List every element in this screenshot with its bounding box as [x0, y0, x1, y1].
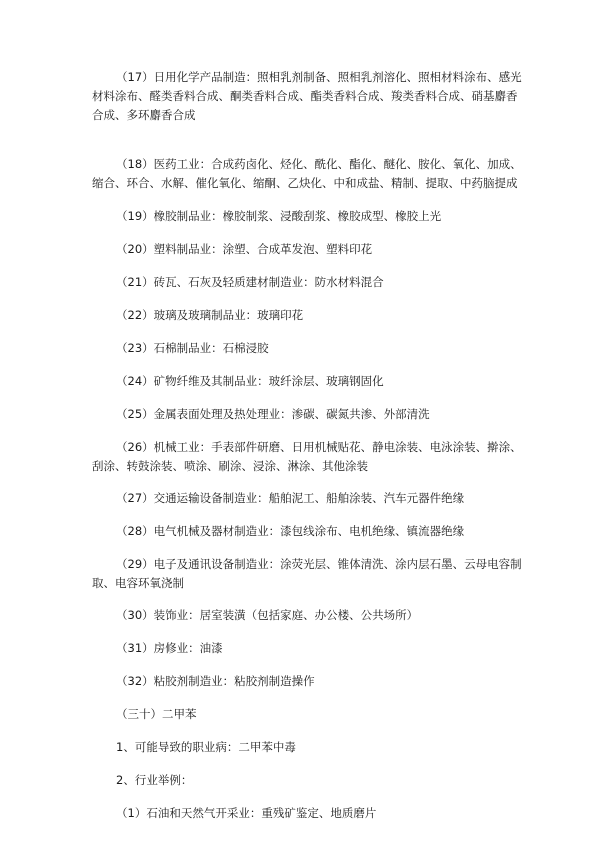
paragraph-item-32: （32）粘胶剂制造业：粘胶剂制造操作 [116, 674, 315, 688]
section-heading-xylene: （三十）二甲苯 [116, 707, 197, 721]
paragraph-item-23: （23）石棉制品业：石棉浸胶 [116, 341, 269, 355]
paragraph-item-20: （20）塑料制品业：涂塑、合成革发泡、塑料印花 [116, 242, 373, 256]
occupational-disease-line: 1、可能导致的职业病：二甲苯中毒 [116, 740, 296, 754]
paragraph-item-25: （25）金属表面处理及热处理业：渗碳、碳氮共渗、外部清洗 [116, 407, 430, 421]
paragraph-item-21: （21）砖瓦、石灰及轻质建材制造业：防水材料混合 [116, 275, 384, 289]
paragraph-item-1: （1）石油和天然气开采业：重残矿鉴定、地质磨片 [116, 806, 377, 820]
paragraph-item-22: （22）玻璃及玻璃制品业：玻璃印花 [116, 308, 304, 322]
paragraph-item-30: （30）装饰业：居室装潢（包括家庭、办公楼、公共场所） [116, 608, 419, 622]
paragraph-item-24: （24）矿物纤维及其制品业：玻纤涂层、玻璃钢固化 [116, 374, 384, 388]
industry-examples-heading: 2、行业举例： [116, 773, 193, 787]
paragraph-item-31: （31）房修业：油漆 [116, 641, 223, 655]
paragraph-item-29: （29）电子及通讯设备制造业：涂荧光层、锥体清洗、涂内层石墨、云母电容制取、电容环氧浇制 [92, 557, 522, 590]
paragraph-item-26: （26）机械工业：手表部件研磨、日用机械贴花、静电涂装、电泳涂装、擀涂、刮涂、转鼓涂装、喷涂、刷涂、浸涂、淋涂、其他涂装 [92, 440, 522, 473]
paragraph-item-28: （28）电气机械及器材制造业：漆包线涂布、电机绝缘、镇流器绝缘 [116, 524, 465, 538]
paragraph-item-18: （18）医药工业：合成药卤化、烃化、酰化、酯化、醚化、胺化、氧化、加成、缩合、环合、水解、催化氧化、缩酮、乙炔化、中和成盐、精制、提取、中药脑提成 [92, 157, 522, 190]
paragraph-item-19: （19）橡胶制品业：橡胶制浆、浸酸刮浆、橡胶成型、橡胶上光 [116, 209, 442, 223]
paragraph-item-27: （27）交通运输设备制造业：船舶泥工、船舶涂装、汽车元器件绝缘 [116, 491, 465, 505]
paragraph-item-17: （17）日用化学产品制造：照相乳剂制备、照相乳剂溶化、照相材料涂布、感光材料涂布、醛类香料合成、酮类香料合成、酯类香料合成、羧类香料合成、硝基麝香合成、多环麝香合成 [92, 70, 522, 122]
